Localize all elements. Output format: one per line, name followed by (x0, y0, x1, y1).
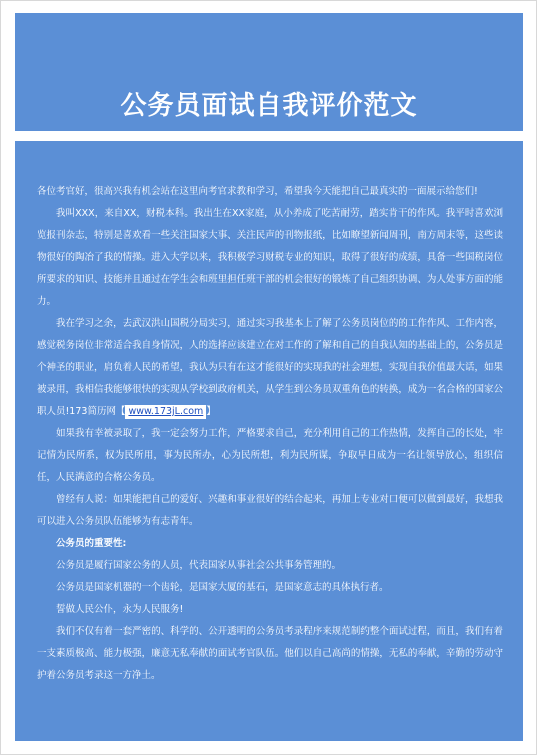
importance-line-1: 公务员是履行国家公务的人员，代表国家从事社会公共事务管理的。 (56, 560, 342, 571)
website-link[interactable]: www.173jL.com (125, 405, 206, 419)
content-panel (15, 141, 523, 741)
intro-paragraph: 我叫XXX，来自XX，财税本科。我出生在XX家庭，从小养成了吃苦耐劳，踏实肯干的作风。我平时喜欢浏览报刊杂志，特别是喜欢看一些关注国家大事、关注民声的刊物报纸，比如瞭望新闻周刊，南方周末等，这些读物很好的陶冶了我的情操。进入大学以来，我积极学习财税专业的知识，取得了很好的成绩，具备一些国税岗位所要求的知识、技能并且通过在学生会和班里担任班干部的机会很好的锻炼了自己组织协调、为人处事方面的能力。 (37, 208, 503, 307)
internship-paragraph (37, 313, 503, 423)
oath-line: 誓做人民公仆，永为人民服务! (56, 604, 184, 615)
greeting-paragraph: 各位考官好，很高兴我有机会站在这里向考官求教和学习，希望我今天能把自己最真实的一面展示给您们! (37, 186, 478, 197)
internship-text: 我在学习之余，去武汉洪山国税分局实习，通过实习我基本上了解了公务员岗位的的工作作风、工作内容，感觉税务岗位非常适合我自身情况，人的选择应该建立在对工作的了解和自己的自我认知的基础上的，公务员是个神圣的职业，肩负着人民的希望，我认为只有在这才能很好的实现我的社会理想，实现自我价值最大话，如果被录用，我相信我能够很快的实现从学校到政府机关，从学生到公务员双重角色的转换，成为一名合格的国家公职人员!173简历网【 (37, 318, 503, 417)
commitment-paragraph: 如果我有幸被录取了，我一定会努力工作，严格要求自己，充分利用自己的工作热情，发挥自己的长处，牢记情为民所系，权为民所用，事为民所办，心为民所想，利为民所谋，争取早日成为一名让领导放心，组织信任，人民满意的合格公务员。 (37, 428, 503, 483)
closing-paragraph: 我们不仅有着一套严密的、科学的、公开透明的公务员考录程序来规范制约整个面试过程，而且，我们有着一支素质极高、能力极强，廉意无私奉献的面试考官队伍。他们以自己高尚的情操，无私的奉献，辛勤的劳动守护着公务员考录这一方净土。 (37, 626, 503, 681)
internship-text-end: 】 (206, 406, 216, 417)
title-banner (15, 13, 523, 131)
section-heading: 公务员的重要性: (56, 538, 127, 549)
importance-line-2: 公务员是国家机器的一个齿轮，是国家大厦的基石，是国家意志的具体执行者。 (56, 582, 389, 593)
aspiration-paragraph: 曾经有人说：如果能把自己的爱好、兴趣和事业很好的结合起来，再加上专业对口便可以做到最好，我想我可以进入公务员队伍能够为有志青年。 (37, 494, 503, 527)
document-body (37, 181, 503, 687)
document-title: 公务员面试自我评价范文 (120, 91, 418, 121)
